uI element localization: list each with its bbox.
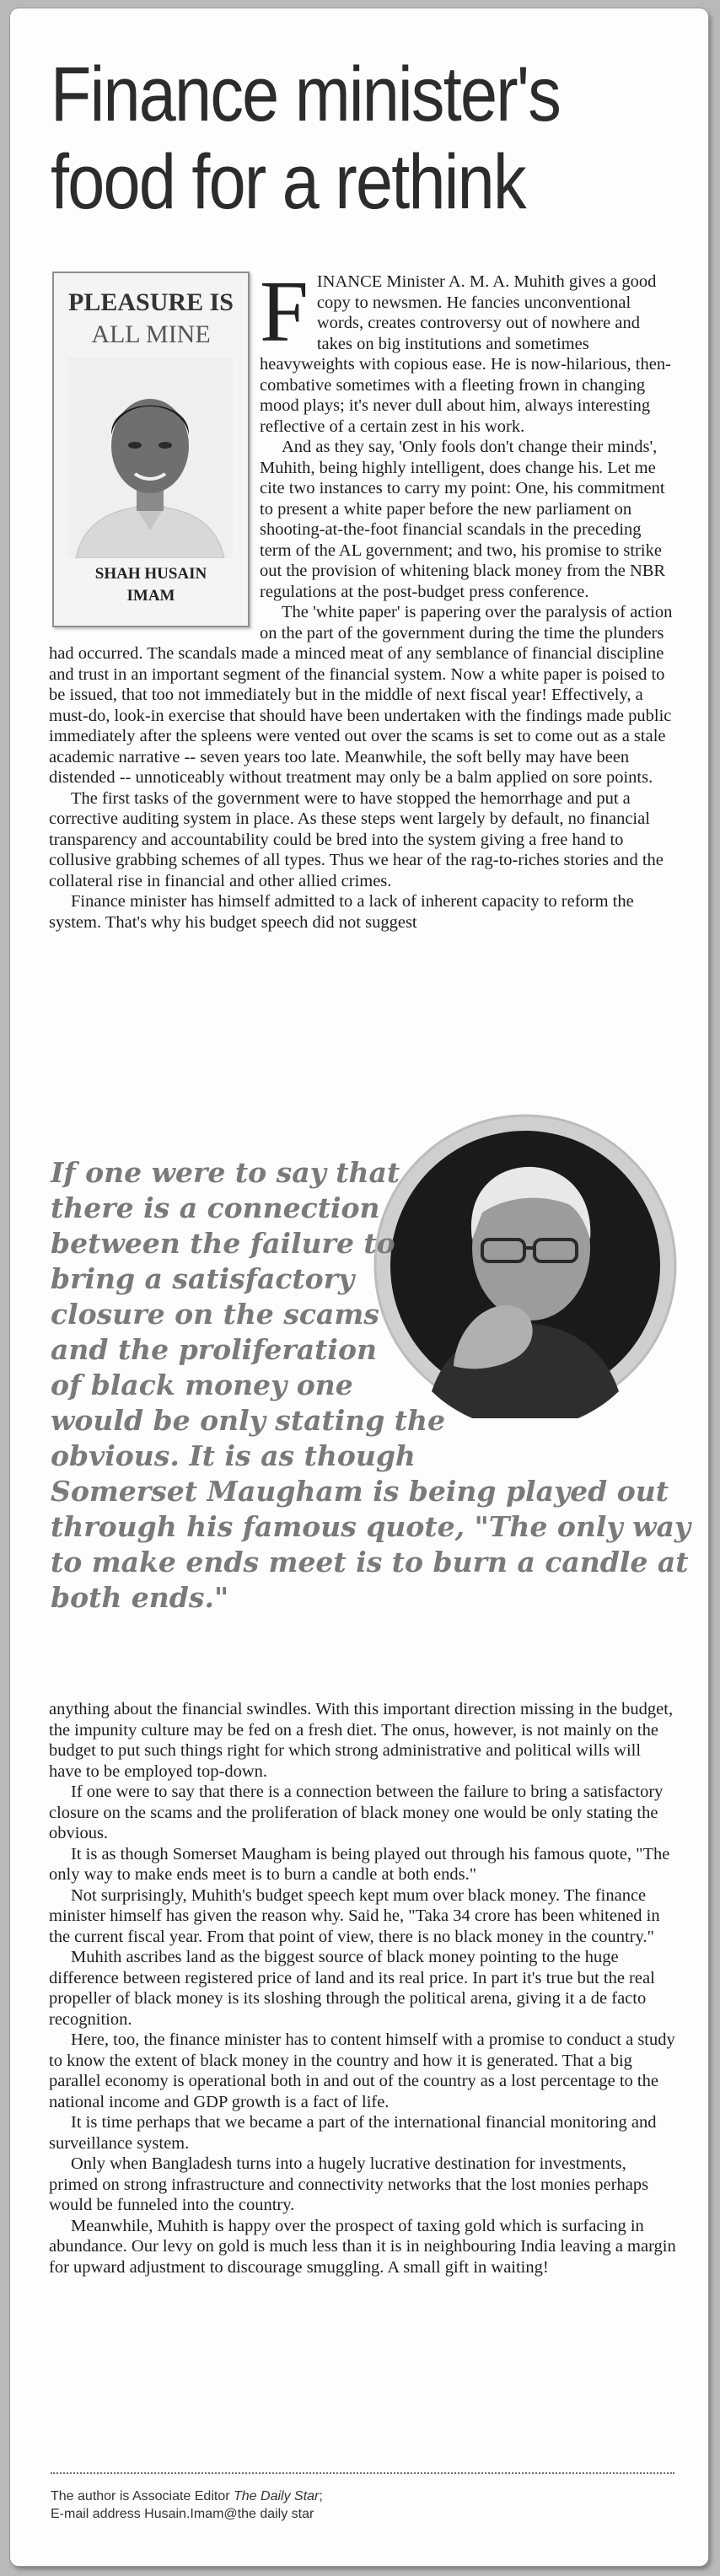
paragraph-8: It is as though Somerset Maugham is being played out through his famous quote, "The only way to make ends meet is to burn a candle at both ends." <box>49 1844 670 1884</box>
paragraph-10: Muhith ascribes land as the biggest source of black money pointing to the huge difference between registered price of land and its real price. In part it's true but the real propeller of black money is its sloshing through the political arena, giving it a de facto recognition. <box>49 1948 655 2029</box>
columnist-box <box>52 272 250 627</box>
headline-line-1: Finance minister's <box>51 51 561 137</box>
paragraph-3: The 'white paper' is papering over the paralysis of action on the part of the government during the time the plunders had occurred. The scandals made a minced meat of any semblance of financial discipline and trust in an important segment of the financial system. Now a white paper is poised to be issued, that too not immediately but in the middle of next fiscal year! Effectively, a must-do, look-in exercise that should have been undertaken with the findings made public immediately after the spleens were vented out over the scams is set to come out as a stale academic narrative -- seven years too late. Meanwhile, the soft belly may have been distended -- unnoticeably without treatment may only be a balm applied on sore points. <box>49 603 673 787</box>
paragraph-12: It is time perhaps that we became a part of the international financial monitoring and surveillance system. <box>49 2113 657 2153</box>
headline-line-2: food for a rethink <box>51 139 525 225</box>
paragraph-11: Here, too, the finance minister has to content himself with a promise to conduct a study to know the extent of black money in the country and how it is generated. That a big parallel economy is operational both in and out of the country as a lost percentage to the national income and GDP growth is a fact of life. <box>49 2030 675 2111</box>
newspaper-page <box>10 8 708 2566</box>
paragraph-2: And as they say, 'Only fools don't change their minds', Muhith, being highly intelligent, does change his. Let me cite two instances to carry my point: One, his commitment to present a white paper before the new parliament on shooting-at-the-foot financial scandals in the preceding term of the AL government; and two, his promise to strike out the provision of whitening black money from the NBR regulations at the post-budget press conference. <box>260 438 666 601</box>
paragraph-14: Meanwhile, Muhith is happy over the prospect of taxing gold which is surfacing in abundance. Our levy on gold is much less than it is in neighbouring India leaving a margin for upward adjustment to discourage smuggling. A small gift in waiting! <box>49 2216 676 2277</box>
paragraph-5: Finance minister has himself admitted to a lack of inherent capacity to reform the system. That's why his budget speech did not suggest <box>49 892 634 932</box>
paragraph-9: Not surprisingly, Muhith's budget speech kept mum over black money. The finance minister himself has given the reason why. Said he, "Taka 34 crore has been whitened in the current fiscal year. From that point of view, there is no black money in the country." <box>49 1885 660 1946</box>
paragraph-4: The first tasks of the government were to have stopped the hemorrhage and put a corrective auditing system in place. As these steps went largely by default, no financial transparency and accountability could be bred into the system giving a free hand to collusive grabbing schemes of all types. Thus we hear of the rag-to-riches stories and the collateral rise in financial and other allied crimes. <box>49 788 664 890</box>
paragraph-1: FINANCE Minister A. M. A. Muhith gives a good copy to newsmen. He fancies unconventional words, creates controversy out of nowhere and takes on big institutions and sometimes heavyweights with copious ease. He is now-hilarious, then-combative sometimes with a fleeting frown in changing mood plays; it's never dull about him, always interesting reflective of a certain zest in his work. <box>260 263 671 436</box>
author-photo <box>67 358 233 558</box>
paragraph-13: Only when Bangladesh turns into a hugely lucrative destination for investments, primed on strong infrastructure and connectivity networks that the lost monies perhaps would be funneled into the country. <box>49 2154 649 2214</box>
author-name: SHAH HUSAIN IMAM <box>94 565 207 605</box>
author-note: The author is Associate Editor The Daily Star; <box>51 2489 323 2503</box>
footer-divider <box>51 2472 674 2474</box>
author-email: E-mail address Husain.Imam@the daily star <box>51 2507 314 2521</box>
paragraph-7: If one were to say that there is a connection between the failure to bring a satisfactory closure on the scams and the proliferation of black money one would be only stating the obvious. <box>49 1783 664 1842</box>
headline <box>51 51 602 226</box>
column-title: PLEASURE IS <box>68 288 234 316</box>
drop-cap: F <box>260 263 309 360</box>
author-footer <box>51 2487 674 2523</box>
pull-quote: If one were to say that there is a connection between the failure to bring a satisfactory closure on the scams and the proliferation of black money one would be only stating the obvious. It is as though Somerset Maugham is being played out through his famous quote, "The only way to make ends meet is to burn a candle at both ends." <box>51 1156 691 1614</box>
paragraph-6: anything about the financial swindles. With this important direction missing in the budget, the impunity culture may be fed on a fresh diet. The onus, however, is not mainly on the budget to put such things right for which strong administrative and political wills will have to be employed top-down. <box>49 1700 674 1781</box>
column-subtitle: ALL MINE <box>91 320 211 348</box>
article-body-bottom <box>49 1699 676 2278</box>
